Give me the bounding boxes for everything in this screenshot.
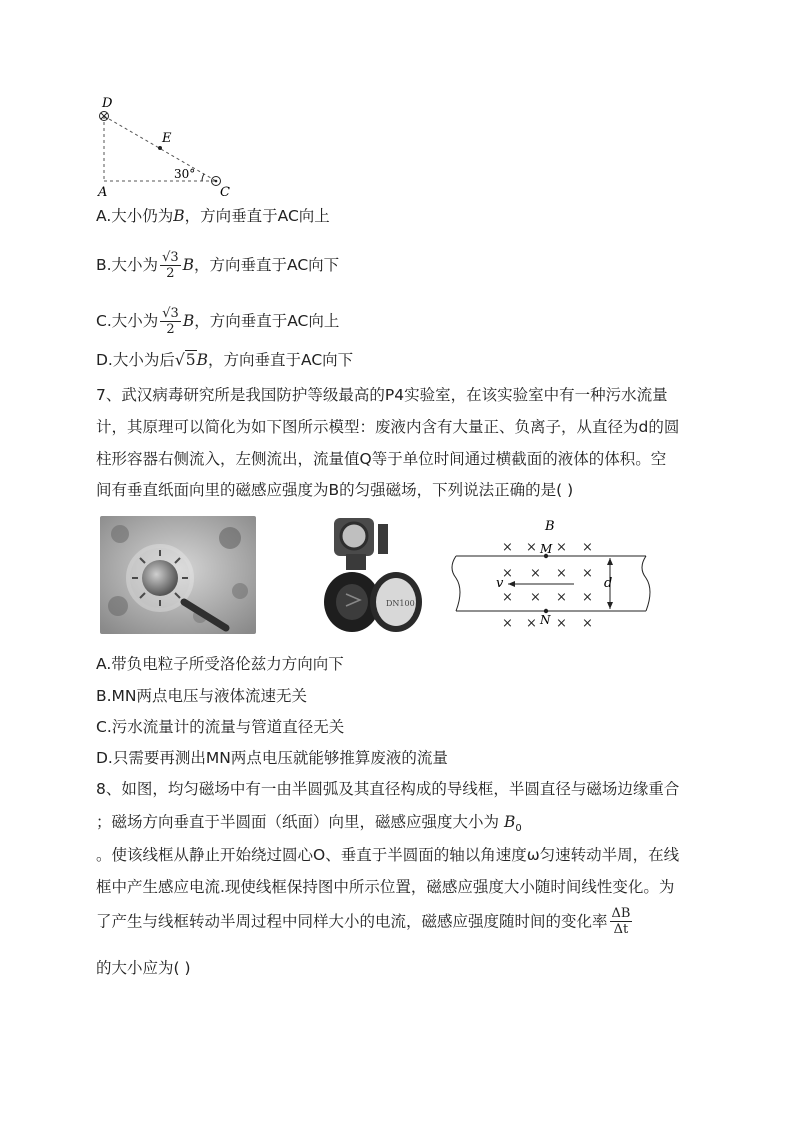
q6-option-a[interactable]: A.大小仍为B，方向垂直于AC向上 [96,207,330,225]
label-v: v [496,576,504,591]
cross-mark: × [526,540,537,555]
q6-option-b[interactable]: B.大小为 $\frac{√3}{2}$ B，方向垂直于AC向下 [96,250,340,281]
q7-option-d[interactable]: D.只需要再测出MN两点电压就能够推算废液的流量 [96,749,448,767]
q7-option-b[interactable]: B.MN两点电压与液体流速无关 [96,687,308,705]
cross-mark: × [582,566,593,581]
fraction: $\frac{√3}{2}$ [162,250,179,281]
cross-mark: × [556,616,567,631]
cross-mark: × [526,616,537,631]
point-e-dot [158,146,162,150]
q7-text-line4: 间有垂直纸面向里的磁感应强度为B的匀强磁场，下列说法正确的是( ) [96,481,574,499]
label-d: D [102,96,113,111]
cross-mark: × [582,590,593,605]
q7-text-line1: 7、武汉病毒研究所是我国防护等级最高的P4实验室，在该实验室中有一种污水流量 [96,386,668,404]
label-e: E [162,131,172,146]
cross-mark: × [556,590,567,605]
q6-option-c[interactable]: C.大小为 $\frac{√3}{2}$ B，方向垂直于AC向上 [96,306,340,337]
q8-text-line5: 了产生与线框转动半周过程中同样大小的电流，磁感应强度随时间的变化率 $\frac{\Delta B}{\Delta t}$ [96,906,631,937]
fraction: $\frac{√3}{2}$ [162,306,179,337]
label-angle: 30° [174,167,196,181]
q8-text-line1: 8、如图，均匀磁场中有一由半圆弧及其直径构成的导线框，半圆直径与磁场边缘重合 [96,780,680,798]
q8-text-line3: 。使该线框从静止开始绕过圆心O、垂直于半圆面的轴以角速度ω匀速转动半周，在线 [96,846,680,864]
q8-text-line6: 的大小应为( ) [96,959,191,977]
virus-magnifier-image [100,516,256,634]
flowmeter-image [316,514,424,636]
cross-mark: × [502,590,513,605]
q7-text-line3: 柱形容器右侧流入，左侧流出，流量值Q等于单位时间通过横截面的液体的体积。空 [96,450,667,468]
triangle-diagram [90,92,250,202]
cross-mark: × [502,566,513,581]
sqrt-expression: √5 [174,351,196,369]
q8-text-line4: 框中产生感应电流.现使线框保持图中所示位置，磁感应强度大小随时间线性变化。为 [96,878,675,896]
rate-fraction: $\frac{\Delta B}{\Delta t}$ [611,906,631,937]
cross-mark: × [556,566,567,581]
cross-mark: × [530,590,541,605]
label-d-diameter: d [604,576,613,591]
cross-mark: × [502,616,513,631]
q7-option-a[interactable]: A.带负电粒子所受洛伦兹力方向向下 [96,655,344,673]
label-m: M [540,542,553,556]
meter-label: DN100 [386,599,415,608]
q7-text-line2: 计，其原理可以简化为如下图所示模型：废液内含有大量正、负离子，从直径为d的圆 [96,418,680,436]
cross-mark: × [530,566,541,581]
q7-option-c[interactable]: C.污水流量计的流量与管道直径无关 [96,718,345,736]
q6-option-d[interactable]: D.大小为后√5B，方向垂直于AC向下 [96,351,354,369]
cross-mark: × [582,540,593,555]
pipe-field-diagram [450,516,656,634]
cross-mark: × [502,540,513,555]
cross-mark: × [582,616,593,631]
label-c: C [220,185,230,200]
label-a: A [98,185,108,200]
label-n: N [540,613,551,627]
label-b: B [545,519,555,534]
cross-mark: × [556,540,567,555]
q8-text-line2: ；磁场方向垂直于半圆面（纸面）向里，磁感应强度大小为 $B_0$ [96,813,522,835]
